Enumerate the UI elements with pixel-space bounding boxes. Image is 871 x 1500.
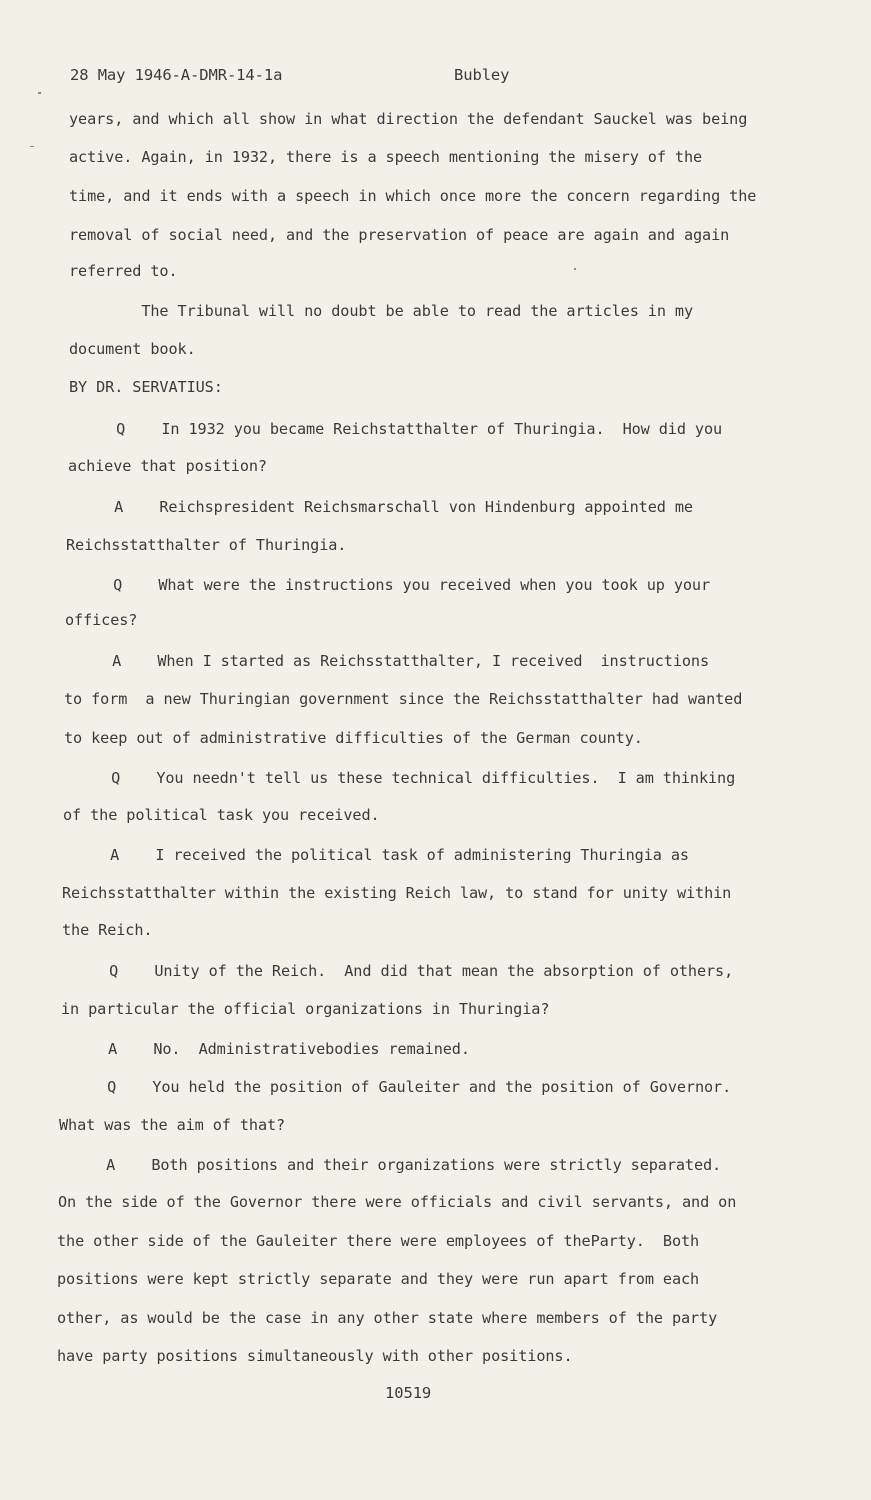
- answer-line: the other side of the Gauleiter there were employees of theParty. Both: [57, 1232, 700, 1250]
- answer-line: to form a new Thuringian government since the Reichsstatthalter had wanted: [64, 690, 743, 708]
- question-line: Q What were the instructions you received when you took up your: [86, 576, 711, 594]
- text-line: years, and which all show in what direction the defendant Sauckel was being: [69, 110, 748, 128]
- answer-line: the Reich.: [62, 921, 153, 939]
- question-line: Q You needn't tell us these technical difficulties. I am thinking: [84, 769, 736, 787]
- question-line: Q You held the position of Gauleiter and the position of Governor.: [80, 1078, 732, 1096]
- answer-line: A No. Administrativebodies remained.: [81, 1040, 470, 1058]
- question-line: offices?: [65, 611, 138, 629]
- question-line: Q Unity of the Reich. And did that mean the absorption of others,: [82, 962, 734, 980]
- answer-line: positions were kept strictly separate and they were run apart from each: [57, 1270, 700, 1288]
- text-line: active. Again, in 1932, there is a speech mentioning the misery of the: [69, 148, 703, 166]
- text-line: document book.: [69, 340, 196, 358]
- answer-line: to keep out of administrative difficulties of the German county.: [64, 729, 643, 747]
- answer-line: other, as would be the case in any other state where members of the party: [57, 1309, 718, 1327]
- answer-line: Reichsstatthalter within the existing Reich law, to stand for unity within: [62, 884, 732, 902]
- text-line: The Tribunal will no doubt be able to read the articles in my: [69, 302, 694, 320]
- question-line: achieve that position?: [68, 457, 267, 475]
- page-number: 10519: [385, 1384, 432, 1402]
- text-line: removal of social need, and the preservation of peace are again and again: [69, 226, 730, 244]
- question-line: What was the aim of that?: [59, 1116, 286, 1134]
- answer-line: A Reichspresident Reichsmarschall von Hindenburg appointed me: [87, 498, 693, 516]
- question-line: Q In 1932 you became Reichstatthalter of Thuringia. How did you: [89, 420, 723, 438]
- answer-line: A When I started as Reichsstatthalter, I received instructions: [85, 652, 710, 670]
- paper-speck: [38, 92, 41, 94]
- header-reference: 28 May 1946-A-DMR-14-1a: [70, 66, 283, 84]
- answer-line: A Both positions and their organizations were strictly separated.: [79, 1156, 722, 1174]
- answer-line: A I received the political task of administering Thuringia as: [83, 846, 689, 864]
- header-author: Bubley: [454, 66, 510, 84]
- answer-line: have party positions simultaneously with other positions.: [57, 1347, 573, 1365]
- question-line: in particular the official organizations in Thuringia?: [61, 1000, 550, 1018]
- paper-speck: [30, 146, 34, 147]
- answer-line: Reichsstatthalter of Thuringia.: [66, 536, 347, 554]
- answer-line: On the side of the Governor there were officials and civil servants, and on: [58, 1193, 737, 1211]
- question-line: of the political task you received.: [63, 806, 380, 824]
- paper-speck: [574, 268, 576, 270]
- text-line: referred to.: [69, 262, 178, 280]
- text-line: time, and it ends with a speech in which once more the concern regarding the: [69, 187, 757, 205]
- speaker-label: BY DR. SERVATIUS:: [69, 378, 223, 396]
